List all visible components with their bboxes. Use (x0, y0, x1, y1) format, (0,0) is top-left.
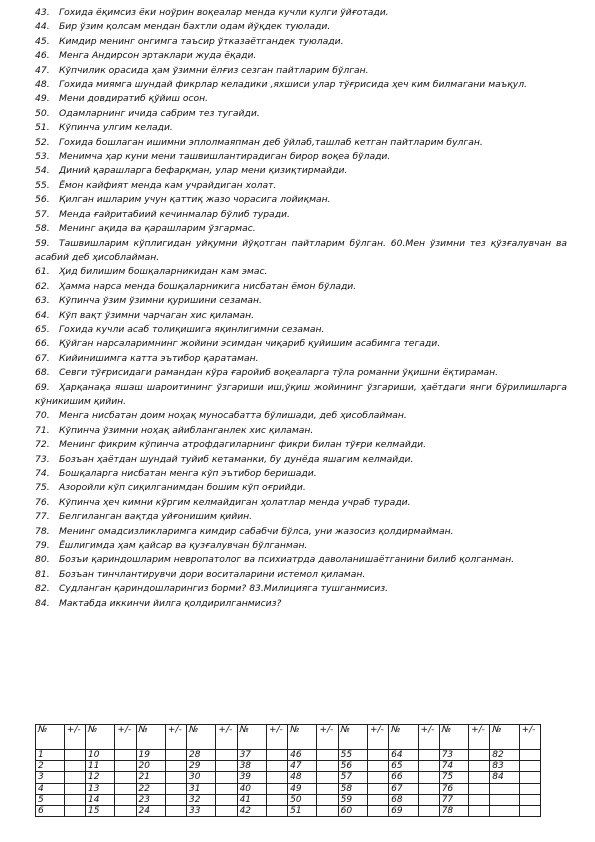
question-item (35, 453, 567, 467)
question-text: Кимдир менинг онгимга таъсир ўтказаётгандек туюлади. (59, 35, 344, 47)
question-text: Бозъан тинчлантирувчи дори воситаларини истемол қиламан. (59, 568, 366, 580)
answer-table (35, 724, 541, 817)
answer-mark-cell[interactable] (266, 772, 287, 783)
question-number-cell: 68 (389, 794, 418, 805)
question-number: 70. (35, 410, 50, 422)
answer-mark-cell[interactable] (266, 805, 287, 816)
question-number: 50. (35, 107, 50, 119)
answer-mark-cell[interactable] (519, 750, 540, 761)
question-number: 54. (35, 165, 50, 177)
question-item (35, 481, 567, 495)
mark-header: +/- (115, 725, 136, 750)
answer-mark-cell[interactable] (519, 805, 540, 816)
question-number-cell: 5 (36, 794, 65, 805)
question-number-cell: 83 (490, 761, 519, 772)
answer-mark-cell[interactable] (64, 750, 85, 761)
question-number-cell: 38 (237, 761, 266, 772)
question-number-cell: 31 (187, 783, 216, 794)
question-item (35, 381, 567, 410)
answer-mark-cell[interactable] (469, 761, 490, 772)
question-item (35, 49, 567, 63)
answer-mark-cell[interactable] (165, 794, 186, 805)
question-number-cell: 76 (439, 783, 468, 794)
answer-mark-cell[interactable] (266, 761, 287, 772)
answer-mark-cell[interactable] (317, 772, 338, 783)
question-number: 51. (35, 122, 50, 134)
question-number: 67. (35, 352, 50, 364)
number-header: № (85, 725, 114, 750)
question-number: 59. (35, 237, 50, 249)
question-number: 53. (35, 151, 50, 163)
question-text: Кўп вақт ўзимни чарчаган хис қиламан. (59, 309, 255, 321)
question-text: Ҳид билишим бошқаларникидан кам эмас. (59, 266, 268, 278)
answer-mark-cell[interactable] (317, 783, 338, 794)
question-number: 74. (35, 468, 50, 479)
question-number: 77. (35, 511, 50, 523)
answer-table-header (36, 725, 541, 750)
question-number: 76. (35, 496, 50, 508)
question-number-cell: 74 (439, 761, 468, 772)
question-number-cell: 11 (85, 761, 114, 772)
question-number-cell: 3 (36, 772, 65, 783)
number-header: № (136, 725, 165, 750)
mark-header: +/- (418, 725, 439, 750)
question-item (35, 136, 567, 150)
question-item (35, 107, 567, 121)
question-text: Ташвишларим кўплигидан уйқумни йўқотган пайтларим бўлган. 60.Мен ўзимни тез қўзғалувчан ва асабий деб ҳисоблайман. (35, 237, 567, 263)
question-number-cell (490, 783, 519, 794)
answer-mark-cell[interactable] (216, 772, 237, 783)
question-number: 72. (35, 439, 50, 451)
answer-mark-cell[interactable] (418, 761, 439, 772)
answer-mark-cell[interactable] (64, 761, 85, 772)
question-item (35, 438, 567, 452)
question-number-cell: 50 (288, 794, 317, 805)
question-number-cell: 39 (237, 772, 266, 783)
question-number-cell (490, 805, 519, 816)
question-text: Ҳамма нарса менда бошқаларникига нисбатан ёмон бўлади. (59, 280, 357, 292)
question-item (35, 424, 567, 438)
question-number: 56. (35, 194, 50, 206)
question-number-cell: 41 (237, 794, 266, 805)
question-number-cell: 59 (338, 794, 367, 805)
question-text: Кўпинча ўзимни ноҳақ айибланганлек хис қиламан. (59, 424, 314, 436)
question-number: 81. (35, 568, 50, 580)
question-number-cell: 23 (136, 794, 165, 805)
question-number: 71. (35, 424, 50, 436)
question-text: Одамларнинг ичида сабрим тез тугайди. (59, 107, 260, 119)
question-number-cell: 28 (187, 750, 216, 761)
question-number: 44. (35, 21, 50, 33)
answer-mark-cell[interactable] (165, 772, 186, 783)
question-number: 47. (35, 64, 50, 76)
question-item (35, 265, 567, 279)
question-number-cell: 15 (85, 805, 114, 816)
question-item (35, 78, 567, 92)
question-number-cell: 13 (85, 783, 114, 794)
question-number: 48. (35, 79, 50, 91)
question-number-cell: 64 (389, 750, 418, 761)
question-number: 79. (35, 540, 50, 552)
question-item (35, 64, 567, 78)
answer-mark-cell[interactable] (469, 783, 490, 794)
number-header: № (187, 725, 216, 750)
answer-mark-cell[interactable] (519, 794, 540, 805)
answer-mark-cell[interactable] (115, 772, 136, 783)
question-item (35, 525, 567, 539)
answer-row (36, 761, 541, 772)
question-number: 57. (35, 208, 50, 220)
question-list (35, 6, 567, 611)
mark-header: +/- (165, 725, 186, 750)
question-number-cell: 55 (338, 750, 367, 761)
answer-mark-cell[interactable] (368, 772, 389, 783)
question-item (35, 366, 567, 380)
question-number: 45. (35, 35, 50, 47)
question-number-cell: 30 (187, 772, 216, 783)
answer-mark-cell[interactable] (469, 794, 490, 805)
question-text: Бошқаларга нисбатан менга кўп эътибор беришади. (59, 468, 317, 479)
answer-mark-cell[interactable] (317, 750, 338, 761)
question-item (35, 35, 567, 49)
answer-mark-cell[interactable] (64, 783, 85, 794)
answer-mark-cell[interactable] (519, 772, 540, 783)
question-number-cell: 58 (338, 783, 367, 794)
question-number-cell: 12 (85, 772, 114, 783)
question-text: Кўпинча улгим келади. (59, 122, 173, 134)
answer-row (36, 750, 541, 761)
question-number-cell: 73 (439, 750, 468, 761)
question-item (35, 222, 567, 236)
answer-mark-cell[interactable] (469, 805, 490, 816)
number-header: № (490, 725, 519, 750)
question-number-cell: 82 (490, 750, 519, 761)
question-number-cell: 84 (490, 772, 519, 783)
mark-header: +/- (216, 725, 237, 750)
answer-mark-cell[interactable] (418, 750, 439, 761)
question-text: Мени довдиратиб қўйиш осон. (59, 93, 209, 105)
question-number-cell: 22 (136, 783, 165, 794)
question-item (35, 309, 567, 323)
answer-mark-cell[interactable] (165, 805, 186, 816)
question-item (35, 568, 567, 582)
question-text: Диний қарашларга бефарқман, улар мени қизиқтирмайди. (59, 165, 348, 177)
number-header: № (439, 725, 468, 750)
answer-mark-cell[interactable] (519, 783, 540, 794)
question-number-cell: 14 (85, 794, 114, 805)
question-text: Кўпчилик орасида ҳам ўзимни ёлғиз сезган пайтларим бўлган. (59, 64, 369, 76)
question-number-cell: 77 (439, 794, 468, 805)
question-number-cell: 49 (288, 783, 317, 794)
question-text: Менинг ақида ва қарашларим ўзгармас. (59, 223, 256, 235)
question-number-cell: 1 (36, 750, 65, 761)
question-number-cell: 75 (439, 772, 468, 783)
question-item (35, 150, 567, 164)
question-number-cell: 20 (136, 761, 165, 772)
mark-header: +/- (64, 725, 85, 750)
question-item (35, 208, 567, 222)
question-number: 84. (35, 597, 50, 609)
question-item (35, 467, 567, 481)
question-number-cell: 46 (288, 750, 317, 761)
question-number-cell: 48 (288, 772, 317, 783)
number-header: № (338, 725, 367, 750)
question-text: Белгиланган вақтда уйғонишим қийин. (59, 511, 253, 523)
question-text: Бир ўзим қолсам мендан бахтли одам йўқдек туюлади. (59, 21, 331, 33)
question-number-cell: 33 (187, 805, 216, 816)
question-number: 58. (35, 223, 50, 235)
answer-mark-cell[interactable] (368, 794, 389, 805)
answer-mark-cell[interactable] (115, 794, 136, 805)
question-item (35, 510, 567, 524)
question-text: Бозъи қариндошларим невропатолог ва психиатрда даволанишаётганини билиб қолганман. (59, 554, 515, 566)
number-header: № (237, 725, 266, 750)
question-number: 61. (35, 266, 50, 278)
question-item (35, 597, 567, 611)
answer-mark-cell[interactable] (317, 794, 338, 805)
question-number: 69. (35, 381, 50, 393)
question-text: Кўпинча ҳеч кимни кўргим келмайдиган ҳолатлар менда учраб туради. (59, 496, 411, 508)
answer-mark-cell[interactable] (216, 783, 237, 794)
question-item (35, 496, 567, 510)
answer-mark-cell[interactable] (165, 783, 186, 794)
question-number: 49. (35, 93, 50, 105)
answer-mark-cell[interactable] (64, 794, 85, 805)
question-text: Азоройли кўп сиқилганимдан бошим кўп оғрийди. (59, 482, 306, 494)
question-number-cell (490, 794, 519, 805)
question-number-cell: 19 (136, 750, 165, 761)
question-number-cell: 37 (237, 750, 266, 761)
question-text: Қилган ишларим учун қаттиқ жазо чорасига лойиқман. (59, 194, 331, 206)
question-item (35, 20, 567, 34)
question-item (35, 92, 567, 106)
answer-mark-cell[interactable] (216, 761, 237, 772)
question-text: Гохида кучли асаб толиқишига яқинлигимни сезаман. (59, 323, 325, 335)
question-text: Бозъан ҳаётдан шундай туйиб кетаманки, бу дунёда яшагим келмайди. (59, 453, 414, 465)
question-number: 52. (35, 136, 50, 148)
mark-header: +/- (519, 725, 540, 750)
question-text: Гохида бошлаган ишимни эплолмаяпман деб ўйлаб,ташлаб кетган пайтларим булган. (59, 136, 483, 148)
question-text: Менимча ҳар куни мени ташвишлантирадиган бирор воқеа бўлади. (59, 151, 391, 163)
question-number: 73. (35, 453, 50, 465)
question-item (35, 294, 567, 308)
number-header: № (389, 725, 418, 750)
question-text: Ҳарқанақа яшаш шароитининг ўзгариши иш,ўқиш жойининг ўзгариши, ҳаётдаги янги бўрилишларга кўникишим қийин. (35, 381, 567, 407)
question-text: Ёшлигимда ҳам қайсар ва қузғалувчан бўлганман. (59, 540, 308, 552)
question-text: Судланган қариндошларингиз борми? 83.Милицияга тушганмисиз. (59, 583, 389, 595)
answer-mark-cell[interactable] (165, 761, 186, 772)
question-text: Кўпинча ўзим ўзимни қуришини сезаман. (59, 295, 262, 307)
question-number-cell: 21 (136, 772, 165, 783)
answer-mark-cell[interactable] (266, 750, 287, 761)
question-number-cell: 24 (136, 805, 165, 816)
question-number-cell: 57 (338, 772, 367, 783)
answer-mark-cell[interactable] (519, 761, 540, 772)
answer-mark-cell[interactable] (368, 750, 389, 761)
answer-mark-cell[interactable] (368, 805, 389, 816)
mark-header: +/- (266, 725, 287, 750)
answer-mark-cell[interactable] (418, 772, 439, 783)
number-header: № (288, 725, 317, 750)
answer-mark-cell[interactable] (317, 805, 338, 816)
question-text: Севги тўғрисидаги рамандан кўра ғаройиб воқеаларга тўла романни ўқишни ёқтираман. (59, 367, 499, 379)
answer-mark-cell[interactable] (418, 794, 439, 805)
answer-mark-cell[interactable] (115, 805, 136, 816)
answer-mark-cell[interactable] (165, 750, 186, 761)
question-number: 75. (35, 482, 50, 494)
question-number-cell: 56 (338, 761, 367, 772)
answer-mark-cell[interactable] (216, 794, 237, 805)
question-number: 82. (35, 583, 50, 595)
question-item (35, 323, 567, 337)
answer-mark-cell[interactable] (64, 772, 85, 783)
question-number: 65. (35, 323, 50, 335)
question-number-cell: 51 (288, 805, 317, 816)
question-number-cell: 67 (389, 783, 418, 794)
question-item (35, 6, 567, 20)
question-text: Гохида миямга шундай фикрлар келадики ,яхшиси улар тўғрисида ҳеч ким билмагани маъқул. (59, 79, 528, 91)
question-item (35, 352, 567, 366)
question-number: 62. (35, 280, 50, 292)
question-item (35, 193, 567, 207)
question-number: 80. (35, 554, 50, 566)
answer-mark-cell[interactable] (115, 761, 136, 772)
answer-row (36, 772, 541, 783)
question-item (35, 409, 567, 423)
mark-header: +/- (368, 725, 389, 750)
answer-mark-cell[interactable] (216, 750, 237, 761)
answer-mark-cell[interactable] (469, 750, 490, 761)
question-item (35, 280, 567, 294)
question-item (35, 179, 567, 193)
question-item (35, 237, 567, 266)
question-text: Менинг омадсизликларимга кимдир сабабчи бўлса, уни жазосиз қолдирмайман. (59, 525, 454, 537)
question-number-cell: 2 (36, 761, 65, 772)
question-number-cell: 29 (187, 761, 216, 772)
question-item (35, 164, 567, 178)
question-number: 46. (35, 50, 50, 62)
answer-mark-cell[interactable] (368, 761, 389, 772)
answer-row (36, 783, 541, 794)
answer-mark-cell[interactable] (115, 750, 136, 761)
question-text: Менда ғайритабиий кечинмалар бўлиб туради. (59, 208, 290, 220)
question-number-cell: 4 (36, 783, 65, 794)
answer-mark-cell[interactable] (317, 761, 338, 772)
question-number-cell: 66 (389, 772, 418, 783)
question-number-cell: 69 (389, 805, 418, 816)
question-number-cell: 65 (389, 761, 418, 772)
question-item (35, 337, 567, 351)
answer-mark-cell[interactable] (266, 794, 287, 805)
question-number-cell: 40 (237, 783, 266, 794)
answer-mark-cell[interactable] (64, 805, 85, 816)
question-number-cell: 78 (439, 805, 468, 816)
question-text: Менга нисбатан доим ноҳақ муносабатта бўлишади, деб ҳисоблайман. (59, 410, 407, 422)
question-text: Ёмон кайфият менда кам учрайдиган холат. (59, 179, 277, 191)
question-item (35, 121, 567, 135)
question-number: 63. (35, 295, 50, 307)
answer-mark-cell[interactable] (469, 772, 490, 783)
question-number: 43. (35, 7, 50, 18)
number-header: № (36, 725, 65, 750)
question-number-cell: 10 (85, 750, 114, 761)
question-text: Менга Андирсон эртаклари жуда ёқади. (59, 50, 257, 62)
question-number-cell: 42 (237, 805, 266, 816)
answer-mark-cell[interactable] (418, 805, 439, 816)
question-item (35, 539, 567, 553)
answer-row (36, 794, 541, 805)
question-number: 64. (35, 309, 50, 321)
answer-mark-cell[interactable] (368, 783, 389, 794)
question-item (35, 582, 567, 596)
answer-mark-cell[interactable] (266, 783, 287, 794)
question-number-cell: 47 (288, 761, 317, 772)
answer-mark-cell[interactable] (216, 805, 237, 816)
question-number-cell: 6 (36, 805, 65, 816)
answer-mark-cell[interactable] (115, 783, 136, 794)
question-item (35, 553, 567, 567)
question-number: 66. (35, 338, 50, 350)
question-number: 55. (35, 179, 50, 191)
question-text: Гохида ёқимсиз ёки ноўрин воқеалар менда кучли кулги ўйғотади. (59, 7, 389, 18)
answer-row (36, 805, 541, 816)
question-number: 78. (35, 525, 50, 537)
question-text: Кийинишимга катта эътибор қаратаман. (59, 352, 259, 364)
question-text: Мактабда иккинчи йилга қолдирилганмисиз? (59, 597, 282, 609)
question-number: 68. (35, 367, 50, 379)
question-text: Қўйган нарсаларимнинг жойини эсимдан чиқариб қуйишим асабимга тегади. (59, 338, 441, 350)
answer-mark-cell[interactable] (418, 783, 439, 794)
mark-header: +/- (469, 725, 490, 750)
question-text: Менинг фикрим кўпинча атрофдагиларнинг фикри билан тўғри келмайди. (59, 439, 427, 451)
question-number-cell: 32 (187, 794, 216, 805)
question-number-cell: 60 (338, 805, 367, 816)
mark-header: +/- (317, 725, 338, 750)
